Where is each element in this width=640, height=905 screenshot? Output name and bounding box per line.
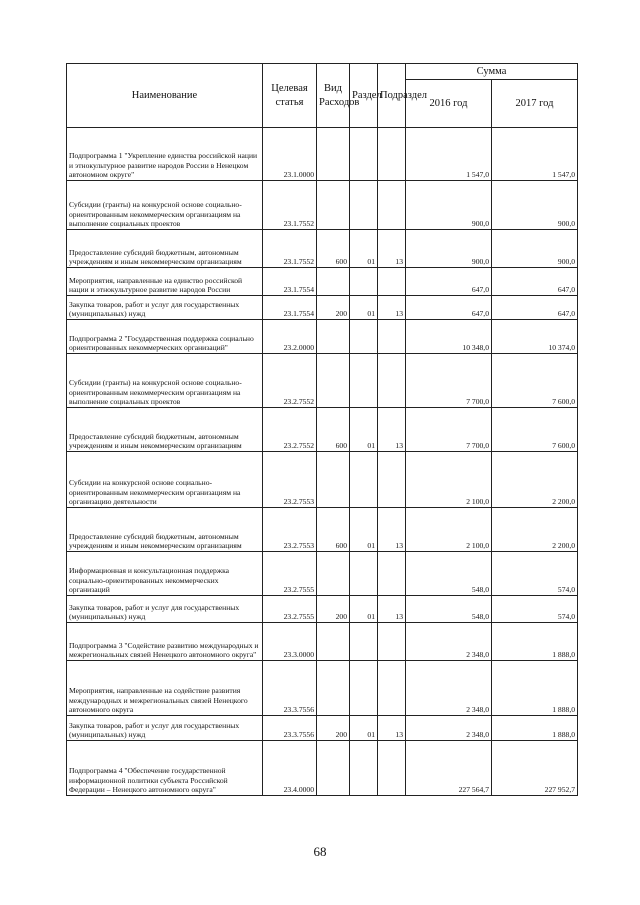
row-name-cell: Предоставление субсидий бюджетным, автономным учреждениям и иным некоммерческим организациям — [67, 230, 263, 268]
row-name-cell: Подпрограмма 3 "Содействие развитию международных и межрегиональных связей Ненецкого автономного округа" — [67, 623, 263, 661]
row-subsection-cell — [378, 452, 406, 508]
row-name-cell: Мероприятия, направленные на единство российской нации и этнокультурное развитие народов России — [67, 268, 263, 296]
row-subsection-cell: 13 — [378, 230, 406, 268]
row-name-cell: Закупка товаров, работ и услуг для государственных (муниципальных) нужд — [67, 716, 263, 741]
subprogram-row — [67, 741, 578, 796]
row-amount-2016-cell: 2 348,0 — [406, 623, 492, 661]
row-name-cell: Предоставление субсидий бюджетным, автономным учреждениям и иным некоммерческим организациям — [67, 408, 263, 452]
row-amount-2016-cell: 7 700,0 — [406, 408, 492, 452]
row-amount-2017-cell: 1 888,0 — [492, 716, 578, 741]
row-subsection-cell: 13 — [378, 716, 406, 741]
row-amount-2017-cell: 1 547,0 — [492, 128, 578, 181]
row-target-article-cell: 23.3.7556 — [263, 661, 317, 716]
row-name-cell: Субсидии (гранты) на конкурсной основе социально-ориентированным некоммерческим организациям на выполнение социальных проектов — [67, 181, 263, 230]
row-target-article-cell: 23.2.7553 — [263, 452, 317, 508]
row-amount-2017-cell: 1 888,0 — [492, 623, 578, 661]
table-row — [67, 408, 578, 452]
row-expense-type-cell — [317, 320, 350, 354]
table-row — [67, 552, 578, 596]
row-expense-type-cell: 200 — [317, 296, 350, 320]
table-row — [67, 716, 578, 741]
row-target-article-cell: 23.2.7552 — [263, 408, 317, 452]
row-name-cell: Подпрограмма 4 "Обеспечение государственной информационной политики субъекта Российской Федерации – Ненецкого автономного округа" — [67, 741, 263, 796]
table-row — [67, 296, 578, 320]
row-section-cell — [350, 354, 378, 408]
row-amount-2017-cell: 574,0 — [492, 596, 578, 623]
header-year-2016: 2016 год — [406, 80, 492, 128]
row-section-cell: 01 — [350, 296, 378, 320]
row-section-cell — [350, 452, 378, 508]
header-expense-type: Вид Расходов — [317, 64, 350, 128]
row-amount-2016-cell: 900,0 — [406, 230, 492, 268]
header-year-2017: 2017 год — [492, 80, 578, 128]
row-target-article-cell: 23.2.7555 — [263, 552, 317, 596]
row-subsection-cell — [378, 268, 406, 296]
row-name-cell: Субсидии на конкурсной основе социально-ориентированным некоммерческим организациям на организацию деятельности — [67, 452, 263, 508]
row-amount-2016-cell: 1 547,0 — [406, 128, 492, 181]
row-name-cell: Мероприятия, направленные на содействие развития международных и межрегиональных связей Ненецкого автономного округа — [67, 661, 263, 716]
row-amount-2016-cell: 548,0 — [406, 596, 492, 623]
subprogram-row — [67, 623, 578, 661]
row-expense-type-cell — [317, 661, 350, 716]
row-subsection-cell: 13 — [378, 596, 406, 623]
row-amount-2016-cell: 647,0 — [406, 296, 492, 320]
row-section-cell — [350, 741, 378, 796]
page-number: 68 — [313, 844, 327, 859]
row-expense-type-cell — [317, 128, 350, 181]
table-body — [67, 128, 578, 796]
row-subsection-cell — [378, 623, 406, 661]
row-target-article-cell: 23.3.0000 — [263, 623, 317, 661]
row-expense-type-cell — [317, 623, 350, 661]
row-target-article-cell: 23.2.7555 — [263, 596, 317, 623]
row-expense-type-cell: 600 — [317, 230, 350, 268]
row-section-cell: 01 — [350, 596, 378, 623]
row-section-cell — [350, 661, 378, 716]
table-row — [67, 508, 578, 552]
row-name-cell: Субсидии (гранты) на конкурсной основе социально-ориентированным некоммерческим организациям на выполнение социальных проектов — [67, 354, 263, 408]
row-section-cell — [350, 552, 378, 596]
row-name-cell: Подпрограмма 2 "Государственная поддержка социально ориентированных некоммерческих организаций" — [67, 320, 263, 354]
row-expense-type-cell — [317, 552, 350, 596]
row-name-cell: Закупка товаров, работ и услуг для государственных (муниципальных) нужд — [67, 596, 263, 623]
header-sum: Сумма — [406, 64, 578, 80]
row-amount-2017-cell: 7 600,0 — [492, 408, 578, 452]
row-section-cell: 01 — [350, 230, 378, 268]
table-row — [67, 661, 578, 716]
table-row — [67, 452, 578, 508]
row-section-cell — [350, 623, 378, 661]
row-amount-2016-cell: 227 564,7 — [406, 741, 492, 796]
row-amount-2016-cell: 647,0 — [406, 268, 492, 296]
row-name-cell: Предоставление субсидий бюджетным, автономным учреждениям и иным некоммерческим организациям — [67, 508, 263, 552]
row-amount-2016-cell: 2 348,0 — [406, 661, 492, 716]
row-subsection-cell — [378, 741, 406, 796]
budget-table — [66, 63, 578, 796]
row-amount-2017-cell: 2 200,0 — [492, 508, 578, 552]
row-expense-type-cell: 200 — [317, 596, 350, 623]
row-section-cell: 01 — [350, 716, 378, 741]
row-amount-2016-cell: 548,0 — [406, 552, 492, 596]
row-target-article-cell: 23.1.0000 — [263, 128, 317, 181]
row-target-article-cell: 23.4.0000 — [263, 741, 317, 796]
row-target-article-cell: 23.2.0000 — [263, 320, 317, 354]
row-amount-2017-cell: 7 600,0 — [492, 354, 578, 408]
row-section-cell — [350, 181, 378, 230]
row-target-article-cell: 23.3.7556 — [263, 716, 317, 741]
row-target-article-cell: 23.1.7554 — [263, 268, 317, 296]
row-amount-2016-cell: 2 100,0 — [406, 508, 492, 552]
row-amount-2017-cell: 227 952,7 — [492, 741, 578, 796]
row-section-cell — [350, 128, 378, 181]
table-row — [67, 230, 578, 268]
row-section-cell: 01 — [350, 508, 378, 552]
header-section: Раздел — [350, 64, 378, 128]
header-target-article: Целевая статья — [263, 64, 317, 128]
row-target-article-cell: 23.2.7552 — [263, 354, 317, 408]
row-subsection-cell — [378, 181, 406, 230]
row-amount-2016-cell: 7 700,0 — [406, 354, 492, 408]
row-subsection-cell: 13 — [378, 408, 406, 452]
row-subsection-cell: 13 — [378, 296, 406, 320]
row-name-cell: Информационная и консультационная поддержка социально-ориентированных некоммерческих организаций — [67, 552, 263, 596]
row-subsection-cell — [378, 661, 406, 716]
row-subsection-cell — [378, 320, 406, 354]
row-expense-type-cell — [317, 181, 350, 230]
row-expense-type-cell — [317, 268, 350, 296]
row-subsection-cell — [378, 552, 406, 596]
row-target-article-cell: 23.2.7553 — [263, 508, 317, 552]
table-row — [67, 181, 578, 230]
row-subsection-cell: 13 — [378, 508, 406, 552]
row-amount-2016-cell: 10 348,0 — [406, 320, 492, 354]
row-section-cell — [350, 320, 378, 354]
row-target-article-cell: 23.1.7552 — [263, 181, 317, 230]
row-amount-2017-cell: 647,0 — [492, 268, 578, 296]
row-amount-2017-cell: 900,0 — [492, 230, 578, 268]
row-expense-type-cell: 600 — [317, 508, 350, 552]
subprogram-row — [67, 128, 578, 181]
row-expense-type-cell — [317, 741, 350, 796]
row-amount-2016-cell: 900,0 — [406, 181, 492, 230]
row-expense-type-cell: 200 — [317, 716, 350, 741]
row-amount-2016-cell: 2 348,0 — [406, 716, 492, 741]
row-name-cell: Закупка товаров, работ и услуг для государственных (муниципальных) нужд — [67, 296, 263, 320]
table-row — [67, 354, 578, 408]
row-target-article-cell: 23.1.7554 — [263, 296, 317, 320]
row-section-cell: 01 — [350, 408, 378, 452]
row-amount-2017-cell: 574,0 — [492, 552, 578, 596]
row-amount-2017-cell: 10 374,0 — [492, 320, 578, 354]
row-target-article-cell: 23.1.7552 — [263, 230, 317, 268]
row-amount-2017-cell: 647,0 — [492, 296, 578, 320]
row-amount-2017-cell: 1 888,0 — [492, 661, 578, 716]
header-subsection: Подраздел — [378, 64, 406, 128]
table-row — [67, 268, 578, 296]
row-amount-2017-cell: 2 200,0 — [492, 452, 578, 508]
row-amount-2016-cell: 2 100,0 — [406, 452, 492, 508]
table-row — [67, 596, 578, 623]
row-expense-type-cell — [317, 354, 350, 408]
row-name-cell: Подпрограмма 1 "Укрепление единства российской нации и этнокультурное развитие народов России в Ненецком автономном округе" — [67, 128, 263, 181]
row-section-cell — [350, 268, 378, 296]
row-subsection-cell — [378, 128, 406, 181]
row-expense-type-cell — [317, 452, 350, 508]
subprogram-row — [67, 320, 578, 354]
row-subsection-cell — [378, 354, 406, 408]
row-amount-2017-cell: 900,0 — [492, 181, 578, 230]
row-expense-type-cell: 600 — [317, 408, 350, 452]
header-name: Наименование — [67, 64, 263, 128]
